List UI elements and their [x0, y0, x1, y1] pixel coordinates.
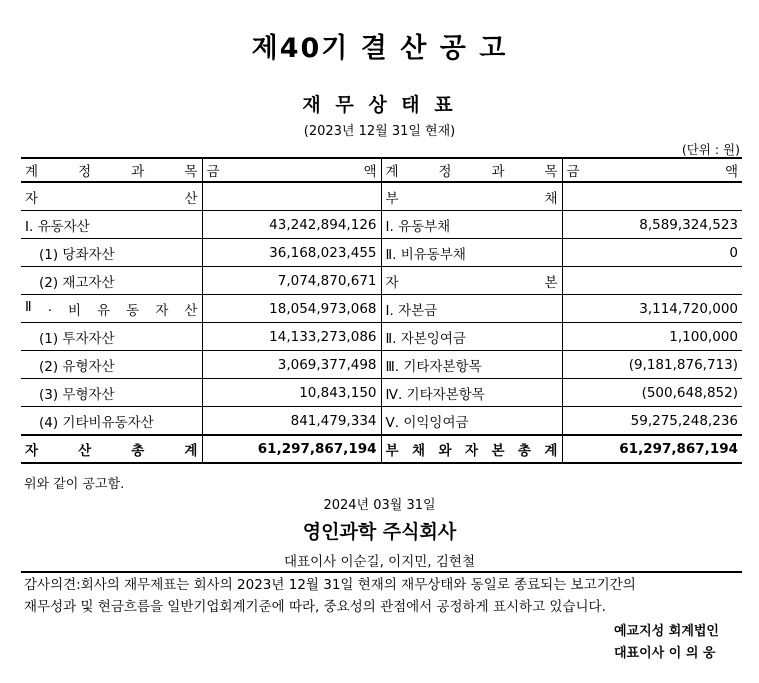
row-label: Ⅴ. 이익잉여금 — [381, 407, 562, 436]
table-header — [21, 158, 742, 182]
row-value: 0 — [562, 239, 742, 267]
announcement-date: 2024년 03월 31일 — [323, 498, 436, 513]
row-value: 7,074,870,671 — [202, 267, 381, 295]
row-value: 3,069,377,498 — [202, 351, 381, 379]
page-title: 제40기 결 산 공 고 — [251, 33, 508, 64]
header-account-left: 계 정 과 목 — [21, 158, 202, 182]
table-row — [21, 295, 742, 323]
row-value: 14,133,273,086 — [202, 323, 381, 351]
audit-opinion-line: 재무성과 및 현금흐름을 일반기업회계기준에 따라, 중요성의 관점에서 공정하게 표시하고 있습니다. — [24, 599, 606, 615]
auditor-representative: 대표이사 이 의 웅 — [614, 646, 716, 661]
row-label: (1) 당좌자산 — [39, 246, 115, 263]
total-assets-label: 자 산 총 계 — [21, 435, 202, 463]
row-label: Ⅰ. 자본금 — [381, 295, 562, 323]
header-amount-right: 금 액 — [562, 158, 742, 182]
as-of-date: (2023년 12월 31일 현재) — [303, 124, 456, 139]
section-assets: 자 산 — [21, 182, 202, 211]
row-label: Ⅳ. 기타자본항목 — [381, 379, 562, 407]
table-row — [21, 323, 742, 351]
row-value: 841,479,334 — [202, 407, 381, 436]
audit-opinion-line: 감사의견:회사의 재무제표는 회사의 2023년 12월 31일 현재의 재무상태와 동일로 종료되는 보고기간의 — [24, 577, 636, 593]
row-label: Ⅰ. 유동부채 — [381, 211, 562, 239]
header-amount-left: 금 액 — [202, 158, 381, 182]
row-value: 59,275,248,236 — [562, 407, 742, 436]
row-value: 43,242,894,126 — [202, 211, 381, 239]
row-value: (9,181,876,713) — [562, 351, 742, 379]
unit-label: (단위 : 원) — [681, 142, 740, 157]
row-value: 10,843,150 — [202, 379, 381, 407]
announcement-note: 위와 같이 공고함. — [24, 477, 125, 492]
table-row — [21, 267, 742, 295]
row-label: Ⅱ. 자본잉여금 — [381, 323, 562, 351]
row-value: 8,589,324,523 — [562, 211, 742, 239]
balance-sheet-table — [21, 157, 742, 464]
row-label: (4) 기타비유동자산 — [39, 414, 154, 431]
table-row — [21, 407, 742, 436]
table-row — [21, 182, 742, 211]
row-label: (1) 투자자산 — [39, 330, 115, 347]
total-liab-equity-value: 61,297,867,194 — [562, 435, 742, 463]
section-liabilities: 부 채 — [381, 182, 562, 211]
table-row — [21, 239, 742, 267]
table-row — [21, 351, 742, 379]
company-name: 영인과학 주식회사 — [302, 521, 457, 543]
row-value: 18,054,973,068 — [202, 295, 381, 323]
auditor-block — [614, 621, 719, 665]
divider — [21, 571, 742, 573]
row-value: 3,114,720,000 — [562, 295, 742, 323]
row-label-noncurrent-assets: Ⅱ . 비 유 동 자 산 — [21, 295, 202, 323]
row-value: (500,648,852) — [562, 379, 742, 407]
table-row — [21, 211, 742, 239]
row-label: (3) 무형자산 — [39, 386, 115, 403]
section-equity: 자 본 — [381, 267, 562, 295]
total-liab-equity-label: 부 채 와 자 본 총 계 — [381, 435, 562, 463]
representatives: 대표이사 이순길, 이지민, 김현철 — [284, 554, 475, 570]
row-label: Ⅲ. 기타자본항목 — [381, 351, 562, 379]
row-label: (2) 재고자산 — [39, 274, 115, 291]
row-label: Ⅰ. 유동자산 — [21, 211, 202, 239]
table-row — [21, 379, 742, 407]
total-assets-value: 61,297,867,194 — [202, 435, 381, 463]
audit-opinion — [24, 574, 744, 618]
row-value: 1,100,000 — [562, 323, 742, 351]
header-account-right: 계 정 과 목 — [381, 158, 562, 182]
total-row — [21, 435, 742, 463]
statement-title: 재 무 상 태 표 — [302, 94, 457, 116]
row-label: Ⅱ. 비유동부채 — [381, 239, 562, 267]
row-label: (2) 유형자산 — [39, 358, 115, 375]
row-value: 36,168,023,455 — [202, 239, 381, 267]
auditor-firm: 예교지성 회계법인 — [614, 624, 719, 639]
